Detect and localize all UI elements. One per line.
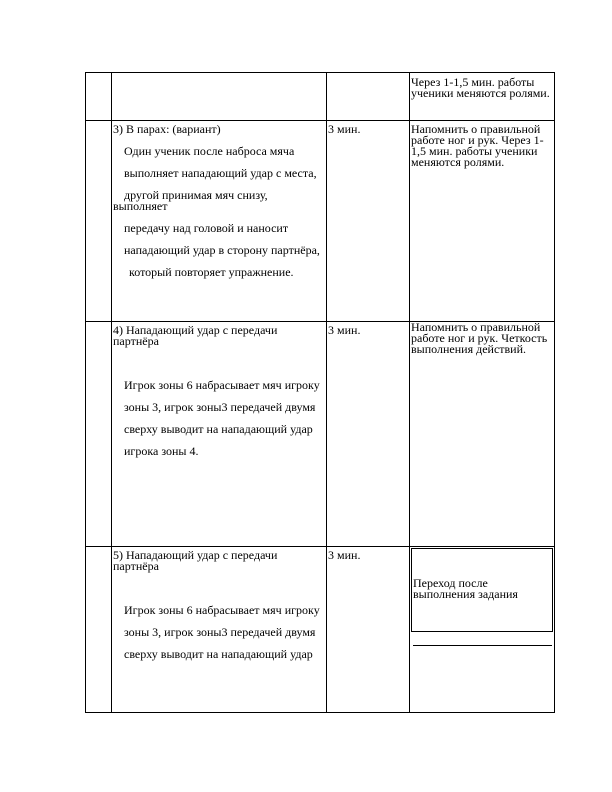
row2-task-line-4: передачу над головой и наносит [124,221,289,235]
notes-box-top [411,548,553,549]
row2-task-line-3: другой принимая мяч снизу, выполняет [113,188,268,213]
row2-task-line-1: Один ученик после наброса мяча [124,144,295,158]
row3-task-line-1: Игрок зоны 6 набрасывает мяч игроку [124,378,320,392]
row2-notes-cell [411,124,554,168]
table-left-border [85,72,86,713]
row3-task-line-4: игрока зоны 4. [124,444,199,458]
row4-notes-cell [413,578,551,600]
row4-task-line-2: зоны 3, игрок зоны3 передачей двумя [124,625,316,639]
row4-notes-text: Переход после выполнения задания [413,576,518,601]
table-bottom-border [85,712,555,713]
row-divider-1 [85,120,555,121]
row3-notes-text: Напомнить о правильной работе ног и рук. Четкость выполнения действий. [411,320,548,356]
table-top-border [85,72,555,73]
row4-task-cell [113,550,325,660]
row3-time-cell [328,325,408,336]
row4-task-title: 5) Нападающий удар с передачи партнёра [113,548,278,573]
row3-task-line-3: сверху выводит на нападающий удар [124,422,313,436]
row2-notes-text: Напомнить о правильной работе ног и рук. Через 1-1,5 мин. работы ученики меняются ролями. [411,122,544,169]
row3-task-line-2: зоны 3, игрок зоны3 передачей двумя [124,400,316,414]
row2-time-cell [328,124,408,135]
row2-task-line-6: который повторяет упражнение. [129,265,294,279]
table-right-border [554,72,555,713]
row2-task-line-2: выполняет нападающий удар с места, [124,166,317,180]
column-divider-3 [409,72,410,713]
row4-time-cell [328,550,408,561]
row2-task-line-5: нападающий удар в сторону партнёра, [124,243,320,257]
row-divider-3 [85,546,555,547]
row3-time: 3 мин. [328,323,361,337]
notes-box-left [411,548,412,631]
row2-task-title: 3) В парах: (вариант) [113,122,221,136]
row4-task-line-3: сверху выводит на нападающий удар [124,647,313,661]
row3-task-title: 4) Нападающий удар с передачи партнёра [113,323,278,348]
row3-notes-cell [411,322,554,355]
column-divider-1 [111,72,112,713]
row4-task-line-1: Игрок зоны 6 набрасывает мяч игроку [124,603,320,617]
row1-notes-cell [411,77,554,99]
row2-task-cell [113,124,325,278]
row2-time: 3 мин. [328,122,361,136]
notes-box-underline [413,645,552,646]
row1-notes-text: Через 1-1,5 мин. работы ученики меняются ролями. [411,75,550,100]
row4-time: 3 мин. [328,548,361,562]
notes-box-right [552,548,553,631]
notes-box-bottom [411,631,553,632]
row3-task-cell [113,325,325,457]
column-divider-2 [326,72,327,713]
